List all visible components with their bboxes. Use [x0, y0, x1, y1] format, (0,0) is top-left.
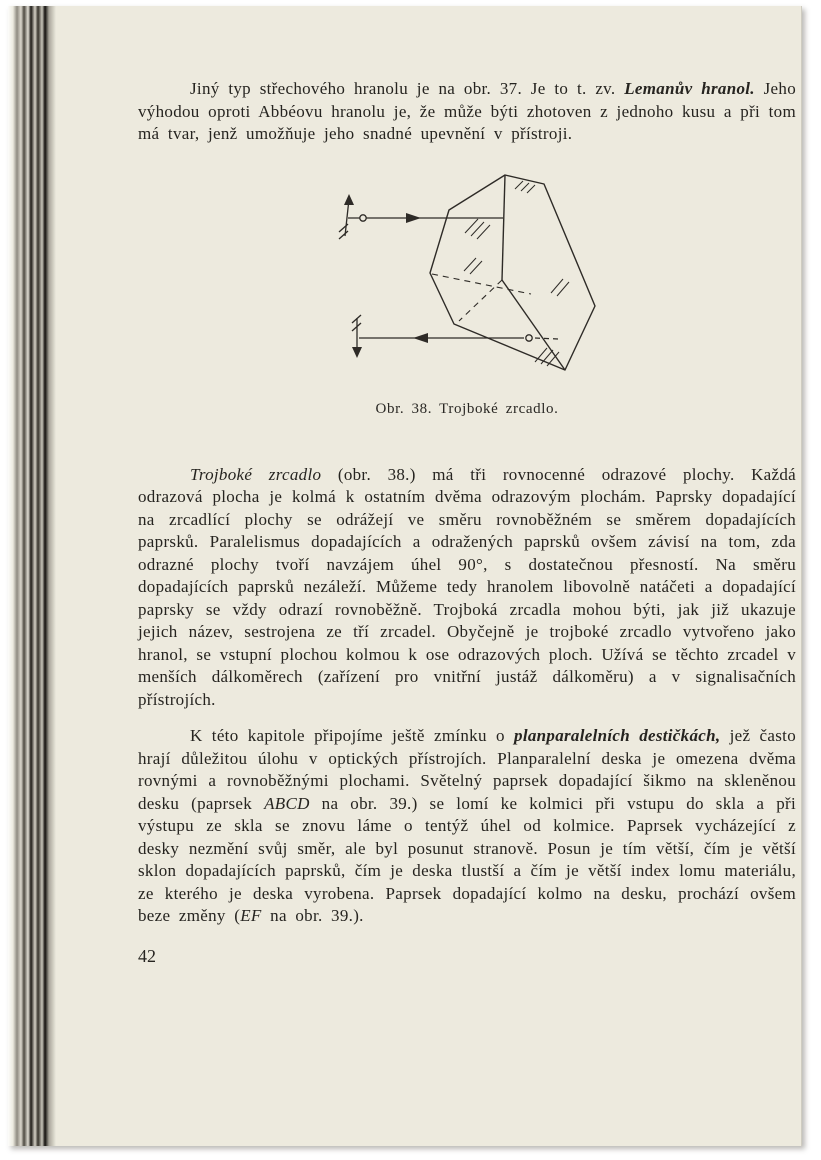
ray-label-ef: EF [240, 906, 262, 925]
paragraph-2-text: (obr. 38.) má tři rovnocenné odrazové plochy. Každá odrazová plocha je kolmá k ostatním dvěma odrazovým plochám. Paprsky dopadající na zrcadlící plochy se odrážejí ve směru rovnoběžném se směrem dopadajících paprsků. Paralelismus dopadajících a odražených paprsků ovšem závisí na tom, zda odrazné plochy tvoří navzájem úhel 90°, s dostatečnou přesností. Na směru dopadajících paprsků nezáleží. Můžeme tedy hranolem libovolně natáčeti a dopadající paprsky se vždy odrazí rovnoběžně. Trojboká zrcadla mohou býti, jak již ukazuje jejich název, sestrojena ze tří zrcadel. Obyčejně je trojboké zrcadlo vytvořeno jako hranol, se vstupní plochou kolmou k ose odrazových ploch. Užívá se těchto zrcadel v menších dálkoměrech (zařízení pro vnitřní justáž dálkoměru) a v signalisačních přístrojích. [138, 464, 797, 709]
paragraph-3-text: jež často hrají důležitou úlohu v optických přístrojích. Planparalelní deska je omezena dvěma rovnými a rovnoběžnými plochami. Světelný paprsek dopadající šikmo na skleněnou desku (paprsek [138, 726, 796, 813]
paragraph-3-text: na obr. 39.) se lomí ke kolmici při vstupu do skla a při výstupu ze skla se znovu láme o tentýž úhel od kolmice. Paprsek vycházející z desky nezmění svůj směr, ale byl posunut stranově. Posun je tím větší, čím je větší sklon dopadajících paprsků, čím je deska tlustší a čím je větší index lomu materiálu, ze kterého je deska vyrobena. Paprsek dopadající kolmo na desku, prochází ovšem beze změny ( [138, 793, 796, 925]
figure-38 [297, 172, 637, 418]
paragraph-3 [138, 725, 796, 928]
paragraph-1-text: Jiný typ střechového hranolu je na obr. 37. Je to t. zv. [190, 79, 625, 98]
paragraph-1 [138, 78, 796, 146]
term-planparalelni-desticky: planparalelních destičkách, [514, 726, 721, 745]
incident-ray [339, 194, 503, 239]
book-binding [8, 6, 56, 1146]
ray-label-abcd: ABCD [264, 793, 310, 813]
page [8, 6, 802, 1146]
page-content [138, 78, 796, 967]
trihedral-mirror-drawing [332, 172, 602, 387]
paragraph-3-text: K této kapitole připojíme ještě zmínku o [190, 726, 515, 745]
paragraph-2 [138, 464, 796, 712]
prism-outline [430, 175, 595, 370]
term-trojboke-zrcadlo: Trojboké zrcadlo [190, 464, 322, 484]
reflected-ray [352, 315, 558, 358]
term-lemanuv-hranol: Lemanův hranol. [624, 79, 755, 98]
paragraph-3-text: na obr. 39.). [261, 906, 364, 925]
paragraph-1-text: Jeho výhodou oproti Abbéovu hranolu je, že může býti zhotoven z jednoho kusu a při tom má tvar, jenž umožňuje jeho snadné upevnění v přístroji. [138, 79, 796, 143]
figure-caption: Obr. 38. Trojboké zrcadlo. [375, 400, 559, 417]
page-number: 42 [138, 945, 156, 966]
